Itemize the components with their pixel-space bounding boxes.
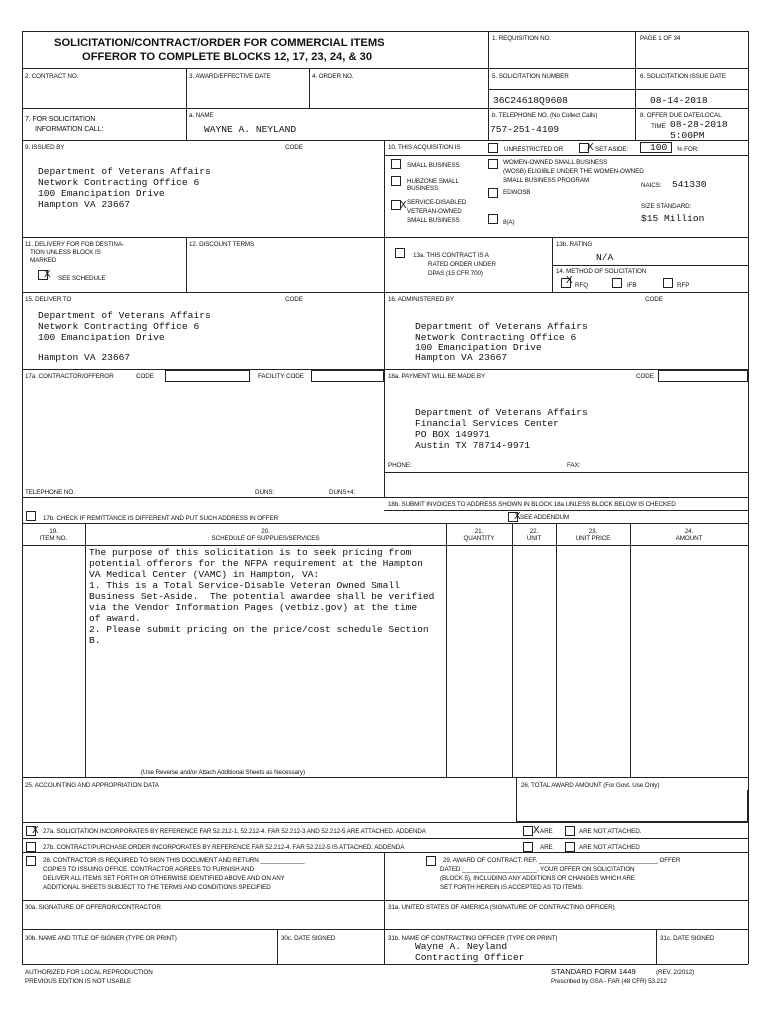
eight-a-label: 8(A): [503, 219, 515, 226]
wosb-label-3: SMALL BUSINESS PROGRAM: [503, 177, 590, 184]
schedule-line-7: of award.: [89, 613, 141, 624]
edwosb-label: EDWOSB: [503, 189, 531, 196]
schedule-line-2: potential offerors for the NFPA requirement at the Hampton: [89, 558, 423, 569]
eight-a-checkbox[interactable]: [488, 214, 498, 224]
offer-due-date-value[interactable]: 08-28-2018: [670, 119, 728, 130]
issued-by-address-1: Department of Veterans Affairs: [38, 166, 211, 177]
form-title-line1: SOLICITATION/CONTRACT/ORDER FOR COMMERCIAL ITEMS: [54, 37, 385, 49]
sdvosb-label-1: SERVICE-DISABLED: [407, 199, 467, 206]
size-standard-label: SIZE STANDARD:: [641, 203, 692, 210]
col22-label: UNIT: [526, 535, 542, 542]
set-aside-label: SET ASIDE:: [595, 146, 629, 153]
wosb-label-1: WOMEN-OWNED SMALL BUSINESS: [503, 159, 608, 166]
set-aside-pct-value: 100: [650, 142, 668, 153]
name-label: a. NAME: [189, 112, 214, 119]
payment-address-1: Department of Veterans Affairs: [415, 407, 588, 418]
delivery-fob-label-1: 11. DELIVERY FOR FOB DESTINA-: [25, 241, 124, 248]
ifb-checkbox[interactable]: [612, 278, 622, 288]
col19-label: ITEM NO.: [39, 535, 68, 542]
27b-text: 27b. CONTRACT/PURCHASE ORDER INCORPORATES BY REFERENCE FAR 52.212-4. FAR 52.212-5 IS ATTACHED. ADDENDA: [43, 844, 405, 851]
payment-code-field[interactable]: [658, 370, 748, 382]
payment-code-label: CODE: [636, 373, 654, 380]
footer-form-name: STANDARD FORM 1449: [551, 967, 636, 976]
see-addendum-label: SEE ADDENDUM: [520, 514, 570, 521]
schedule-line-1: The purpose of this solicitation is to seek pricing from: [89, 547, 412, 558]
information-call-label: INFORMATION CALL:: [35, 126, 104, 133]
27b-are-checkbox[interactable]: [523, 842, 533, 852]
28-text-4: ADDITIONAL SHEETS SUBJECT TO THE TERMS AND CONDITIONS SPECIFIED: [43, 884, 271, 891]
28-text-3: DELIVER ALL ITEMS SET FORTH OR OTHERWISE IDENTIFIED ABOVE AND ON ANY: [43, 875, 285, 882]
offer-due-date-label: 8. OFFER DUE DATE/LOCAL: [640, 112, 722, 119]
for-label: % FOR:: [677, 146, 699, 153]
27a-mark: X: [32, 825, 39, 836]
fax-label: FAX:: [567, 462, 581, 469]
schedule-line-9: B.: [89, 635, 101, 646]
for-solicitation-label: 7. FOR SOLICITATION: [25, 116, 96, 123]
sdvosb-mark: X: [400, 200, 407, 211]
27a-are-label: ARE: [540, 828, 553, 835]
facility-code-label: FACILITY CODE: [258, 373, 304, 380]
col20-num: 20.: [261, 528, 270, 535]
col21-num: 21.: [474, 528, 484, 535]
schedule-line-8: 2. Please submit pricing on the price/cost schedule Section: [89, 624, 429, 635]
duns-label: DUNS:: [255, 489, 275, 496]
signer-name-label: 30b. NAME AND TITLE OF SIGNER (TYPE OR PRINT): [25, 935, 177, 942]
co-name-label: 31b. NAME OF CONTRACTING OFFICER (TYPE OR PRINT): [388, 935, 558, 942]
administered-by-address-4: Hampton VA 23667: [415, 352, 508, 363]
contractor-label: 17a. CONTRACTOR/OFFEROR: [25, 373, 114, 380]
see-schedule-label: SEE SCHEDULE: [58, 275, 106, 282]
delivery-fob-label-3: MARKED: [30, 257, 57, 264]
offer-due-time-value[interactable]: 5:00PM: [670, 130, 705, 141]
form-title-line2: OFFEROR TO COMPLETE BLOCKS 12, 17, 23, 24, & 30: [82, 51, 373, 63]
col19-num: 19.: [49, 528, 58, 535]
date-signed-31c-label: 31c. DATE SIGNED: [660, 935, 715, 942]
schedule-footnote: (Use Reverse and/or Attach Additional Sheets as Necessary): [141, 769, 305, 776]
27b-are-not-label: ARE NOT ATTACHED: [579, 844, 640, 851]
total-award-field[interactable]: [516, 790, 748, 822]
col22-num: 22.: [529, 528, 539, 535]
contractor-code-label: CODE: [136, 373, 154, 380]
remittance-label: 17b. CHECK IF REMITTANCE IS DIFFERENT AND PUT SUCH ADDRESS IN OFFER: [43, 515, 279, 522]
deliver-to-address-5: Hampton VA 23667: [38, 352, 131, 363]
wosb-label-2: (WOSB) ELIGIBLE UNDER THE WOMEN-OWNED: [503, 168, 644, 175]
28-text-2: COPIES TO ISSUING OFFICE. CONTRACTOR AGREES TO FURNISH AND: [43, 866, 254, 873]
28-checkbox[interactable]: [26, 856, 36, 866]
col20-label: SCHEDULE OF SUPPLIES/SERVICES: [211, 535, 320, 542]
issue-date-label: 6. SOLICITATION ISSUE DATE: [640, 73, 726, 80]
administered-by-address-2: Network Contracting Office 6: [415, 332, 577, 343]
order-no-label: 4. ORDER NO.: [312, 73, 354, 80]
award-date-label: 3. AWARD/EFFECTIVE DATE: [189, 73, 271, 80]
set-aside-mark: X: [587, 142, 594, 153]
deliver-to-address-2: Network Contracting Office 6: [38, 321, 200, 332]
col21-label: QUANTITY: [463, 535, 495, 542]
method-of-solicitation-label: 14. METHOD OF SOLICITATION: [556, 268, 647, 275]
footer-prescribed: Prescribed by GSA - FAR (48 CFR) 53.212: [551, 978, 667, 985]
duns4-label: DUNS+4:: [329, 489, 356, 496]
deliver-to-label: 15. DELIVER TO: [25, 296, 72, 303]
issued-by-address-3: 100 Emancipation Drive: [38, 188, 165, 199]
payment-address-3: PO BOX 149971: [415, 429, 490, 440]
facility-code-field[interactable]: [311, 370, 384, 382]
naics-value[interactable]: 541330: [672, 179, 707, 190]
col24-label: AMOUNT: [675, 535, 703, 542]
small-business-label: SMALL BUSINESS: [407, 162, 460, 169]
schedule-line-6: via the Vendor Information Pages (vetbiz.gov) at the time: [89, 602, 418, 613]
col23-label: UNIT PRICE: [575, 535, 611, 542]
rated-order-checkbox[interactable]: [395, 248, 405, 258]
acquisition-label: 10. THIS ACQUISITION IS: [388, 144, 461, 151]
edwosb-checkbox[interactable]: [488, 188, 498, 198]
unrestricted-label: UNRESTRICTED OR: [504, 146, 564, 153]
rating-label: 13b. RATING: [556, 241, 593, 248]
submit-invoices-label: 18b. SUBMIT INVOICES TO ADDRESS SHOWN IN BLOCK 18a UNLESS BLOCK BELOW IS CHECKED: [388, 501, 676, 508]
remittance-checkbox[interactable]: [26, 511, 36, 521]
delivery-fob-label-2: TION UNLESS BLOCK IS: [30, 249, 101, 256]
solicitation-number-label: 5. SOLICITATION NUMBER: [492, 73, 569, 80]
co-name-value: Wayne A. Neyland: [415, 941, 508, 952]
27b-checkbox[interactable]: [26, 842, 36, 852]
rfq-label: RFQ: [575, 282, 588, 289]
issued-by-address-4: Hampton VA 23667: [38, 199, 131, 210]
administered-by-label: 16. ADMINISTERED BY: [388, 296, 454, 303]
unrestricted-checkbox[interactable]: [488, 143, 498, 153]
27a-are-checkbox[interactable]: [523, 826, 533, 836]
deliver-to-address-3: 100 Emancipation Drive: [38, 332, 165, 343]
page-number: PAGE 1 OF 34: [640, 35, 681, 42]
contractor-code-field[interactable]: [165, 370, 250, 382]
issued-by-label: 9. ISSUED BY: [25, 144, 65, 151]
co-title-value: Contracting Officer: [415, 952, 525, 963]
29-text-1: 29. AWARD OF CONTRACT: REF. ___________________________________ OFFER: [443, 857, 681, 864]
signature-co-label: 31a. UNITED STATES OF AMERICA (SIGNATURE OF CONTRACTING OFFICER): [388, 904, 615, 911]
see-schedule-mark: X: [44, 269, 51, 280]
deliver-to-address-1: Department of Veterans Affairs: [38, 310, 211, 321]
rfp-label: RFP: [677, 282, 690, 289]
ifb-label: IFB: [627, 282, 637, 289]
schedule-line-3: VA Medical Center (VAMC) in Hampton, VA:: [89, 569, 320, 580]
hubzone-checkbox[interactable]: [391, 176, 401, 186]
contract-no-label: 2. CONTRACT NO.: [25, 73, 79, 80]
administered-by-address-1: Department of Veterans Affairs: [415, 321, 588, 332]
signature-offeror-label: 30a. SIGNATURE OF OFFEROR/CONTRACTOR: [25, 904, 161, 911]
sdvosb-label-3: SMALL BUSINESS: [407, 217, 460, 224]
footer-previous-edition: PREVIOUS EDITION IS NOT USABLE: [25, 978, 132, 985]
27b-are-not-checkbox[interactable]: [565, 842, 575, 852]
rated-order-label-2: RATED ORDER UNDER: [428, 261, 496, 268]
29-text-3: (BLOCK 5), INCLUDING ANY ADDITIONS OR CHANGES WHICH ARE: [440, 875, 635, 882]
schedule-line-4: 1. This is a Total Service-Disable Veteran Owned Small: [89, 580, 400, 591]
discount-terms-label: 12. DISCOUNT TERMS: [189, 241, 255, 248]
hubzone-label-1: HUBZONE SMALL: [407, 178, 459, 185]
27b-are-label: ARE: [540, 844, 553, 851]
28-text-1: 28. CONTRACTOR IS REQUIRED TO SIGN THIS DOCUMENT AND RETURN _____________: [43, 857, 305, 864]
rated-order-label-3: DPAS (15 CFR 700): [428, 270, 483, 277]
naics-label: NAICS:: [641, 182, 662, 189]
accounting-label: 25. ACCOUNTING AND APPROPRIATION DATA: [25, 782, 159, 789]
27a-are-not-label: ARE NOT ATTACHED.: [579, 828, 642, 835]
issue-date-value[interactable]: 08-14-2018: [650, 95, 708, 106]
29-checkbox[interactable]: [426, 856, 436, 866]
size-standard-value[interactable]: $15 Million: [641, 213, 705, 224]
footer-revision: (REV. 2/2012): [656, 969, 695, 976]
solicitation-number-value[interactable]: 36C24618Q9608: [493, 95, 568, 106]
27a-are-not-checkbox[interactable]: [565, 826, 575, 836]
telephone-no-label: TELEPHONE NO.: [25, 489, 75, 496]
hubzone-label-2: BUSINESS: [407, 185, 439, 192]
payment-address-2: Financial Services Center: [415, 418, 559, 429]
29-text-4: SET FORTH HEREIN IS ACCEPTED AS TO ITEMS:: [440, 884, 584, 891]
footer-authorized: AUTHORIZED FOR LOCAL REPRODUCTION: [25, 969, 153, 976]
small-business-checkbox[interactable]: [391, 159, 401, 169]
deliver-to-code-label: CODE: [285, 296, 303, 303]
rating-value[interactable]: N/A: [596, 252, 614, 263]
issued-by-address-2: Network Contracting Office 6: [38, 177, 200, 188]
see-addendum-mark: X: [514, 511, 521, 522]
date-signed-30c-label: 30c. DATE SIGNED: [281, 935, 336, 942]
rfp-checkbox[interactable]: [663, 278, 673, 288]
requisition-no-label: 1. REQUISITION NO.: [492, 35, 552, 42]
offer-due-time-label: TIME: [651, 123, 666, 130]
schedule-line-5: Business Set-Aside. The potential awardee shall be verified: [89, 591, 435, 602]
29-text-2: DATED ______________________. YOUR OFFER ON SOLICITATION: [440, 866, 635, 873]
contact-name-value[interactable]: WAYNE A. NEYLAND: [204, 124, 297, 135]
sdvosb-label-2: VETERAN-OWNED: [407, 208, 462, 215]
administered-by-code-label: CODE: [645, 296, 663, 303]
administered-by-address-3: 100 Emancipation Drive: [415, 342, 542, 353]
col23-num: 23.: [588, 528, 598, 535]
rfq-mark: X: [566, 275, 573, 286]
total-award-label: 26. TOTAL AWARD AMOUNT (For Govt. Use Only): [521, 782, 660, 789]
col24-num: 24.: [684, 528, 694, 535]
payment-address-4: Austin TX 78714-9971: [415, 440, 531, 451]
wosb-checkbox[interactable]: [488, 159, 498, 169]
telephone-value[interactable]: 757-251-4109: [490, 124, 560, 135]
rated-order-label-1: 13a. THIS CONTRACT IS A: [413, 252, 489, 259]
27a-are-mark: X: [533, 825, 540, 836]
payment-label: 18a. PAYMENT WILL BE MADE BY: [388, 373, 486, 380]
phone-label: PHONE:: [388, 462, 412, 469]
issued-by-code-label: CODE: [285, 144, 303, 151]
telephone-label: b. TELEPHONE NO. (No Collect Calls): [492, 112, 598, 119]
27a-text: 27a. SOLICITATION INCORPORATES BY REFERENCE FAR 52.212-1, 52.212-4. FAR 52.212-3 AND 52.212-5 ARE ATTACHED. ADDENDA: [43, 828, 426, 835]
